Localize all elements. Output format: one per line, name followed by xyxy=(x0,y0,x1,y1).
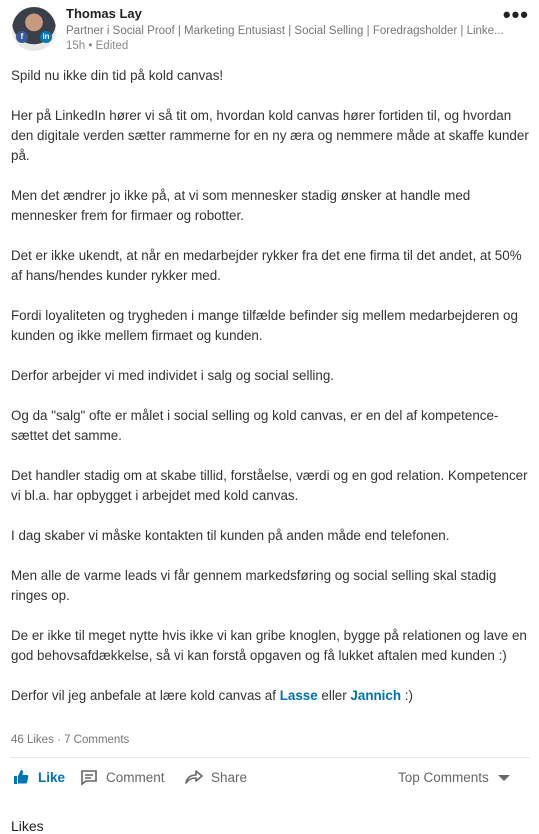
thumbs-up-icon xyxy=(12,768,30,786)
post-time: 15h xyxy=(66,40,86,52)
post-meta xyxy=(66,40,128,52)
linkedin-icon: in xyxy=(40,31,52,43)
likes-count[interactable]: 46 Likes xyxy=(11,734,54,746)
post-header xyxy=(0,0,539,60)
mention-lasse[interactable]: Lasse xyxy=(279,688,318,703)
final-prefix: Derfor vil jeg anbefale at lære kold canvas af xyxy=(11,688,280,703)
post-paragraph: De er ikke til meget nytte hvis ikke vi kan gribe knoglen, bygge på relationen og lave en god behovsafdækkelse, så vi kan forstå opgaven og få lukket aftalen med kunden :) xyxy=(11,628,527,663)
post-paragraph: Spild nu ikke din tid på kold canvas! xyxy=(11,68,224,83)
share-button[interactable] xyxy=(185,768,247,786)
post-paragraph: Det er ikke ukendt, at når en medarbejder rykker fra det ene firma til det andet, at 50% af hans/hendes kunder rykker med. xyxy=(11,248,522,283)
more-horizontal-icon[interactable]: ••• xyxy=(502,2,529,27)
final-suffix: :) xyxy=(401,688,413,703)
sort-label: Top Comments xyxy=(398,769,489,785)
post-paragraph: Her på LinkedIn hører vi så tit om, hvordan kold canvas hører fortiden til, og hvordan den digitale verden sætter rammerne for en ny æra og nemmere måde at skaffe kunder på. xyxy=(11,108,529,163)
comment-label: Comment xyxy=(106,769,165,785)
post-paragraph: Derfor arbejder vi med individet i salg og social selling. xyxy=(11,368,335,383)
post-paragraph: I dag skaber vi måske kontakten til kunden på anden måde end telefonen. xyxy=(11,528,450,543)
post-paragraph: Fordi loyaliteten og trygheden i mange tilfælde befinder sig mellem medarbejderen og kunden og ikke mellem firmaet og kunden. xyxy=(11,308,518,343)
social-counts xyxy=(11,734,129,746)
post-paragraph: Men det ændrer jo ikke på, at vi som mennesker stadig ønsker at handle med mennesker frem for firmaer og robotter. xyxy=(11,188,471,223)
like-label: Like xyxy=(38,769,66,785)
stats-separator: · xyxy=(53,734,65,746)
author-headline: Partner i Social Proof | Marketing Entusiast | Social Selling | Foredragsholder | Linke... xyxy=(66,25,504,37)
final-middle: eller xyxy=(317,688,351,703)
meta-separator: • xyxy=(88,40,96,52)
top-comments-dropdown[interactable] xyxy=(398,768,515,786)
share-label: Share xyxy=(211,769,248,785)
author-name[interactable]: Thomas Lay xyxy=(66,6,142,21)
comment-button[interactable] xyxy=(80,768,165,786)
action-bar xyxy=(0,768,539,790)
avatar[interactable] xyxy=(12,7,56,51)
caret-down-icon xyxy=(497,768,515,786)
comments-count[interactable]: 7 Comments xyxy=(64,734,130,746)
post-paragraph: Og da "salg" ofte er målet i social selling og kold canvas, er en del af kompetence-sættet det samme. xyxy=(11,408,499,443)
divider xyxy=(10,757,530,758)
post-body xyxy=(11,66,533,726)
post-paragraph: Men alle de varme leads vi får gennem markedsføring og social selling skal stadig ringes op. xyxy=(11,568,497,603)
post-final-paragraph xyxy=(11,686,533,706)
share-icon xyxy=(185,768,203,786)
facebook-icon: f xyxy=(16,31,28,43)
like-button[interactable] xyxy=(12,768,65,786)
mention-jannich[interactable]: Jannich xyxy=(350,688,402,703)
post-paragraph: Det handler stadig om at skabe tillid, forståelse, værdi og en god relation. Kompetencer vi bl.a. har opbygget i arbejdet med kold canvas. xyxy=(11,468,528,503)
edited-label: Edited xyxy=(95,40,129,52)
likes-section-title: Likes xyxy=(11,818,44,834)
comment-icon xyxy=(80,768,98,786)
